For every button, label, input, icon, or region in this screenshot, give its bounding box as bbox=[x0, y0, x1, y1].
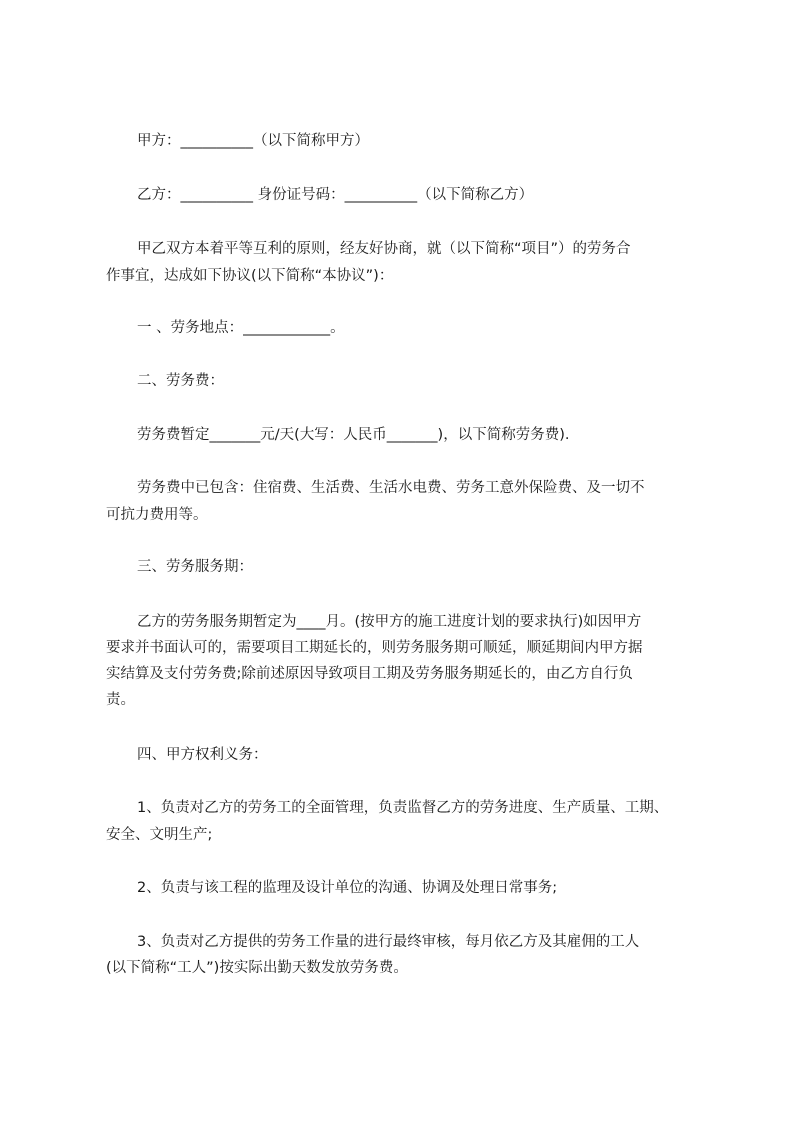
service-period-line-1: 乙方的劳务服务期暂定为____月。(按甲方的施工进度计划的要求执行)如因甲方 bbox=[137, 614, 642, 630]
service-period-line-4: 责。 bbox=[106, 692, 135, 708]
fee-includes-line-1: 劳务费中已包含：住宿费、生活费、生活水电费、劳务工意外保险费、及一切不 bbox=[137, 480, 645, 496]
preamble-line-1: 甲乙双方本着平等互利的原则，经友好协商，就（以下简称“项目”）的劳务合 bbox=[137, 241, 631, 257]
duty-1-line-1: 1、负责对乙方的劳务工的全面管理，负责监督乙方的劳务进度、生产质量、工期、 bbox=[137, 800, 669, 816]
duty-2-line: 2、负责与该工程的监理及设计单位的沟通、协调及处理日常事务; bbox=[137, 880, 558, 896]
duty-3-line-2: (以下简称“工人”)按实际出勤天数发放劳务费。 bbox=[106, 960, 408, 976]
section-1-location: 一 、劳务地点：____________。 bbox=[137, 320, 345, 336]
section-4-title: 四、甲方权利义务： bbox=[137, 747, 268, 763]
preamble-line-2: 作事宜，达成如下协议(以下简称“本协议”)： bbox=[106, 268, 394, 284]
section-3-title: 三、劳务服务期： bbox=[137, 559, 253, 575]
service-period-line-2: 要求并书面认可的，需要项目工期延长的，则劳务服务期可顺延，顺延期间内甲方据 bbox=[106, 640, 643, 656]
duty-3-line-1: 3、负责对乙方提供的劳务工作量的进行最终审核，每月依乙方及其雇佣的工人 bbox=[137, 934, 640, 950]
section-2-title: 二、劳务费： bbox=[137, 373, 224, 389]
fee-line: 劳务费暂定_______元/天(大写：人民币_______)，以下简称劳务费). bbox=[137, 427, 570, 443]
duty-1-line-2: 安全、文明生产; bbox=[106, 827, 213, 843]
fee-includes-line-2: 可抗力费用等。 bbox=[106, 507, 208, 523]
party-b-line: 乙方：__________ 身份证号码：__________（以下简称乙方） bbox=[137, 187, 534, 203]
service-period-line-3: 实结算及支付劳务费;除前述原因导致项目工期及劳务服务期延长的，由乙方自行负 bbox=[106, 666, 633, 682]
party-a-line: 甲方：__________（以下简称甲方） bbox=[137, 133, 369, 149]
